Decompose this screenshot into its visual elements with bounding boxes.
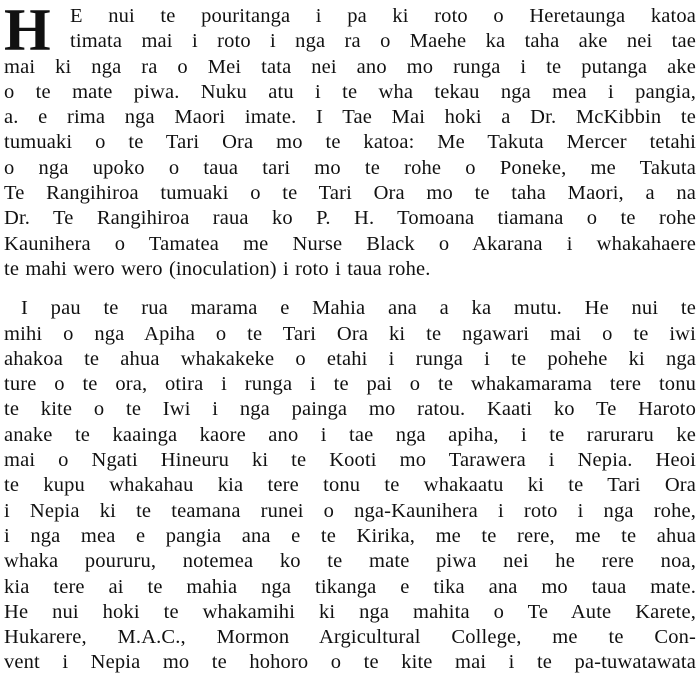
text-line: mai o Ngati Hineuru ki te Kooti mo Tarawera i Nepia. Heoi xyxy=(4,449,696,472)
text-line: ahakoa te ahua whakakeke o etahi i runga i te pohehe ki nga xyxy=(4,347,696,370)
text-line: te kite o te Iwi i nga painga mo ratou. Kaati ko Te Haroto xyxy=(4,398,696,421)
text-line: mai ki nga ra o Mei tata nei ano mo runga i te putanga ake xyxy=(4,55,696,78)
text-line: Kaunihera o Tamatea me Nurse Black o Akarana i whakahaere xyxy=(4,232,696,255)
text-line: Te Rangihiroa tumuaki o te Tari Ora mo te taha Maori, a na xyxy=(4,182,696,205)
text-line: vent i Nepia mo te hohoro o te kite mai i te pa-tuwatawata xyxy=(4,651,696,674)
text-line: tumuaki o te Tari Ora mo te katoa: Me Takuta Mercer tetahi xyxy=(4,131,696,154)
text-line: mihi o nga Apiha o te Tari Ora ki te ngawari mai o te iwi xyxy=(4,322,696,345)
text-line: o te mate piwa. Nuku atu i te wha tekau nga mea i pangia, xyxy=(4,80,696,103)
text-line: kia tere ai te mahia nga tikanga e tika ana mo taua mate. xyxy=(4,575,696,598)
article-page xyxy=(4,0,696,676)
text-line: whaka poururu, notemea ko te mate piwa nei he rere noa, xyxy=(4,550,696,573)
text-line: E nui te pouritanga i pa ki roto o Heretaunga katoa xyxy=(70,5,696,27)
drop-cap: H xyxy=(4,0,51,63)
text-line: timata mai i roto i nga ra o Maehe ka taha ake nei tae xyxy=(70,30,696,53)
text-line: i nga mea e pangia ana e te Kirika, me te rere, me te ahua xyxy=(4,524,696,547)
text-line: ture o te ora, otira i runga i te pai o te whakamarama tere tonu xyxy=(4,373,696,396)
paragraph-1 xyxy=(4,0,696,282)
text-line: a. e rima nga Maori imate. I Tae Mai hoki a Dr. McKibbin te xyxy=(4,106,696,129)
text-line: o nga upoko o taua tari mo te rohe o Poneke, me Takuta xyxy=(4,156,696,179)
text-line: Hukarere, M.A.C., Mormon Argicultural College, me te Con- xyxy=(4,626,696,649)
text-line: te mahi wero wero (inoculation) i roto i taua rohe. xyxy=(4,257,431,280)
paragraph-2 xyxy=(4,296,696,675)
text-line: anake te kaainga kaore ano i tae nga apiha, i te raruraru ke xyxy=(4,423,696,446)
text-line: Dr. Te Rangihiroa raua ko P. H. Tomoana tiamana o te rohe xyxy=(4,207,696,230)
text-line: te kupu whakahau kia tere tonu te whakaatu ki te Tari Ora xyxy=(4,474,696,497)
text-line: i Nepia ki te teamana runei o nga-Kaunihera i roto i nga rohe, xyxy=(4,499,696,522)
text-line: I pau te rua marama e Mahia ana a ka mutu. He nui te xyxy=(21,297,696,320)
text-line: He nui hoki te whakamihi ki nga mahita o Te Aute Karete, xyxy=(4,600,696,623)
